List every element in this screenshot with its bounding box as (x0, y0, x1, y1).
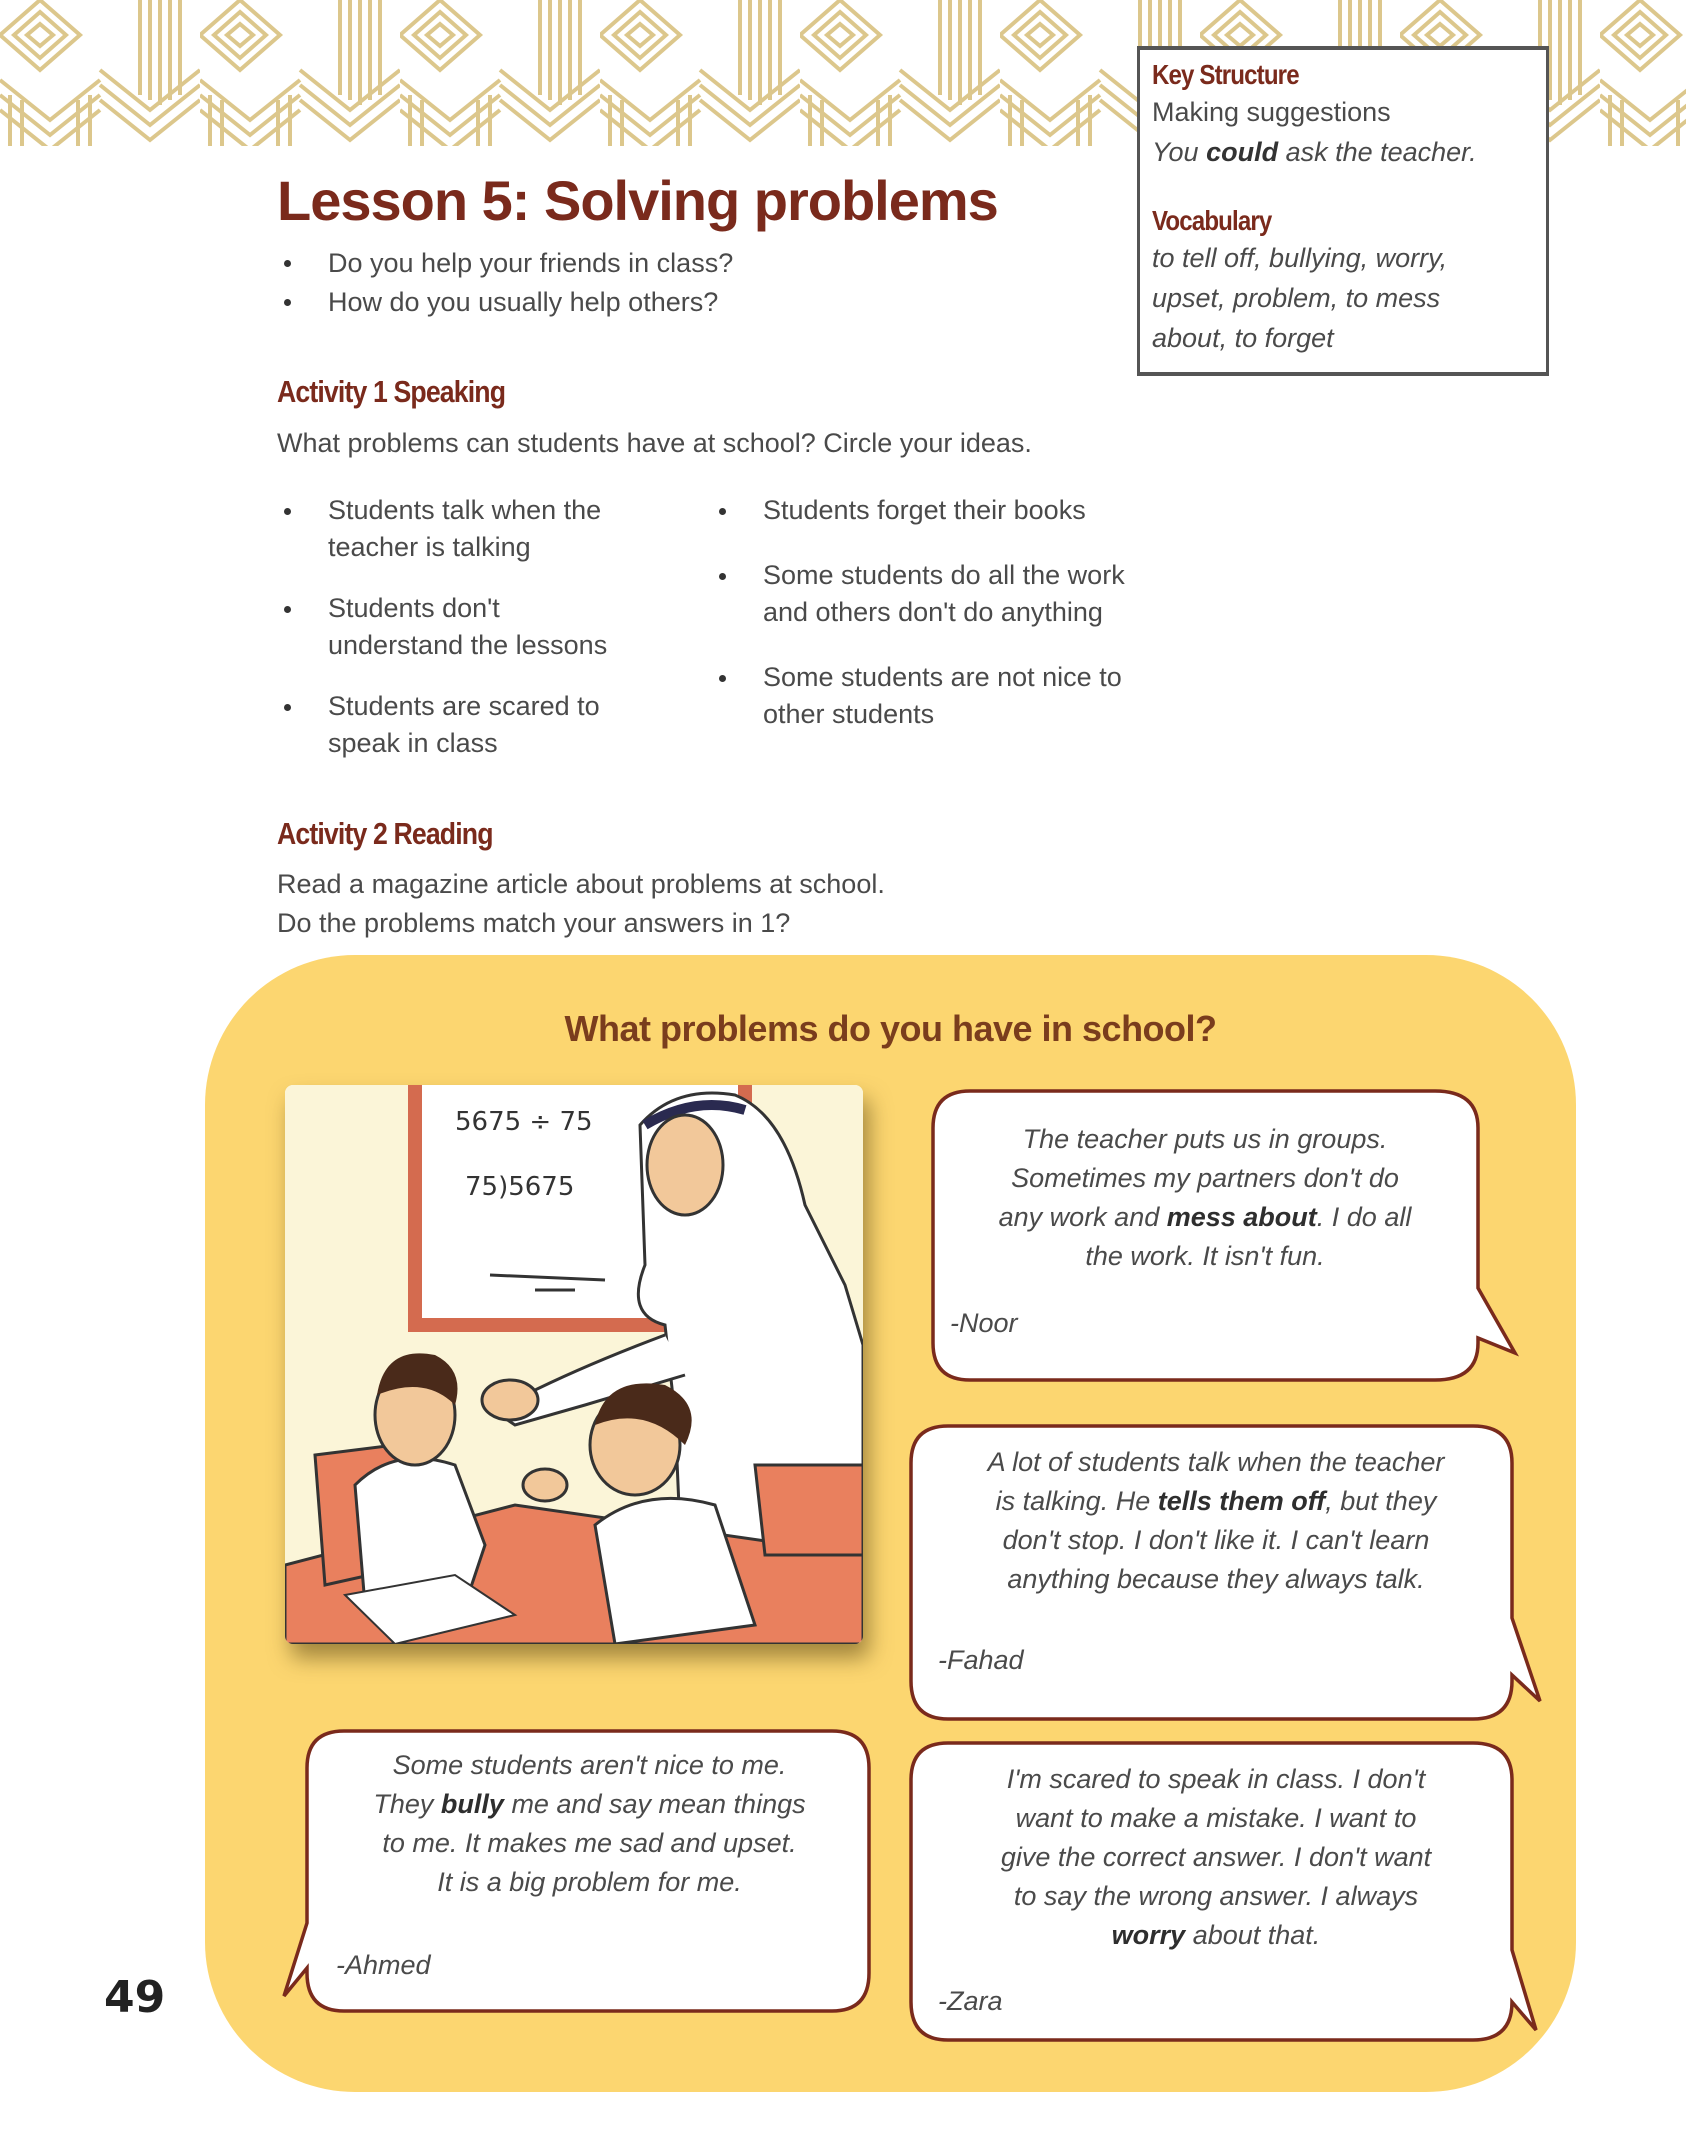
article-title: What problems do you have in school? (564, 1008, 1217, 1049)
post-author-zara: -Zara (938, 1986, 1003, 2016)
activity-2-heading: Activity 2 Reading (277, 816, 493, 851)
activity-1-left-list (282, 492, 702, 786)
vocabulary-line: about, to forget (1152, 323, 1334, 353)
example-text: ask the teacher. (1278, 137, 1477, 167)
vocabulary-line: to tell off, bullying, worry, (1152, 243, 1448, 273)
problem-option[interactable]: Students forget their books (717, 492, 1237, 529)
vocabulary-heading: Vocabulary (1152, 205, 1272, 236)
activity-1-heading: Activity 1 Speaking (277, 374, 506, 409)
intro-question: How do you usually help others? (282, 283, 733, 322)
highlight-word: bully (440, 1789, 504, 1819)
post-author-fahad: -Fahad (938, 1645, 1024, 1675)
problem-option[interactable]: Some students do all the work and others don't do anything (717, 557, 1237, 631)
classroom-illustration (285, 1085, 863, 1644)
problem-option[interactable]: Students are scared to speak in class (282, 688, 702, 762)
activity-1-right-list (717, 492, 1237, 761)
speech-bubble-zara (908, 1740, 1548, 2045)
problem-option[interactable]: Students talk when the teacher is talking (282, 492, 702, 566)
intro-questions (282, 244, 733, 322)
post-text-zara: I'm scared to speak in class. I don't want to make a mistake. I want to give the correct answer. I don't want to say the wrong answer. I always worry about that. (1000, 1764, 1432, 1950)
post-text-ahmed: Some students aren't nice to me. They bully me and say mean things to me. It makes me sad and upset. It is a big problem for me. (373, 1750, 806, 1897)
board-equation-1: 5675 ÷ 75 (455, 1107, 593, 1137)
post-author-ahmed: -Ahmed (336, 1950, 431, 1980)
post-text-noor: The teacher puts us in groups. Sometimes my partners don't do any work and mess about. I do all the work. It isn't fun. (998, 1124, 1412, 1271)
key-structure-box (1137, 46, 1549, 376)
lesson-title: Lesson 5: Solving problems (277, 169, 998, 232)
vocabulary-line: upset, problem, to mess (1152, 283, 1441, 313)
post-text-fahad: A lot of students talk when the teacher is talking. He tells them off, but they don't stop. I don't like it. I can't learn anything because they always talk. (987, 1447, 1445, 1594)
speech-bubble-fahad (908, 1423, 1548, 1723)
example-text: You (1152, 137, 1207, 167)
highlight-word: tells them off (1157, 1486, 1326, 1516)
teacher-students-drawing (285, 1085, 863, 1644)
problem-option[interactable]: Students don't understand the lessons (282, 590, 702, 664)
activity-1-instruction: What problems can students have at school? Circle your ideas. (277, 428, 1032, 458)
highlight-word: mess about (1166, 1202, 1317, 1232)
example-bold-word: could (1206, 137, 1279, 167)
activity-2-instruction-line: Read a magazine article about problems at school. (277, 869, 885, 899)
board-equation-2: 75)5675 (465, 1172, 575, 1202)
speech-bubble-noor (930, 1088, 1530, 1383)
key-structure-heading: Key Structure (1152, 59, 1299, 90)
key-structure-topic: Making suggestions (1152, 97, 1391, 127)
problem-option[interactable]: Some students are not nice to other students (717, 659, 1237, 733)
highlight-word: worry (1111, 1920, 1186, 1950)
speech-bubble-ahmed (272, 1728, 872, 2028)
page-number: 49 (104, 1972, 166, 2023)
activity-2-instruction-line: Do the problems match your answers in 1? (277, 908, 791, 938)
post-author-noor: -Noor (950, 1308, 1018, 1338)
intro-question: Do you help your friends in class? (282, 244, 733, 283)
key-structure-example (1152, 132, 1534, 172)
